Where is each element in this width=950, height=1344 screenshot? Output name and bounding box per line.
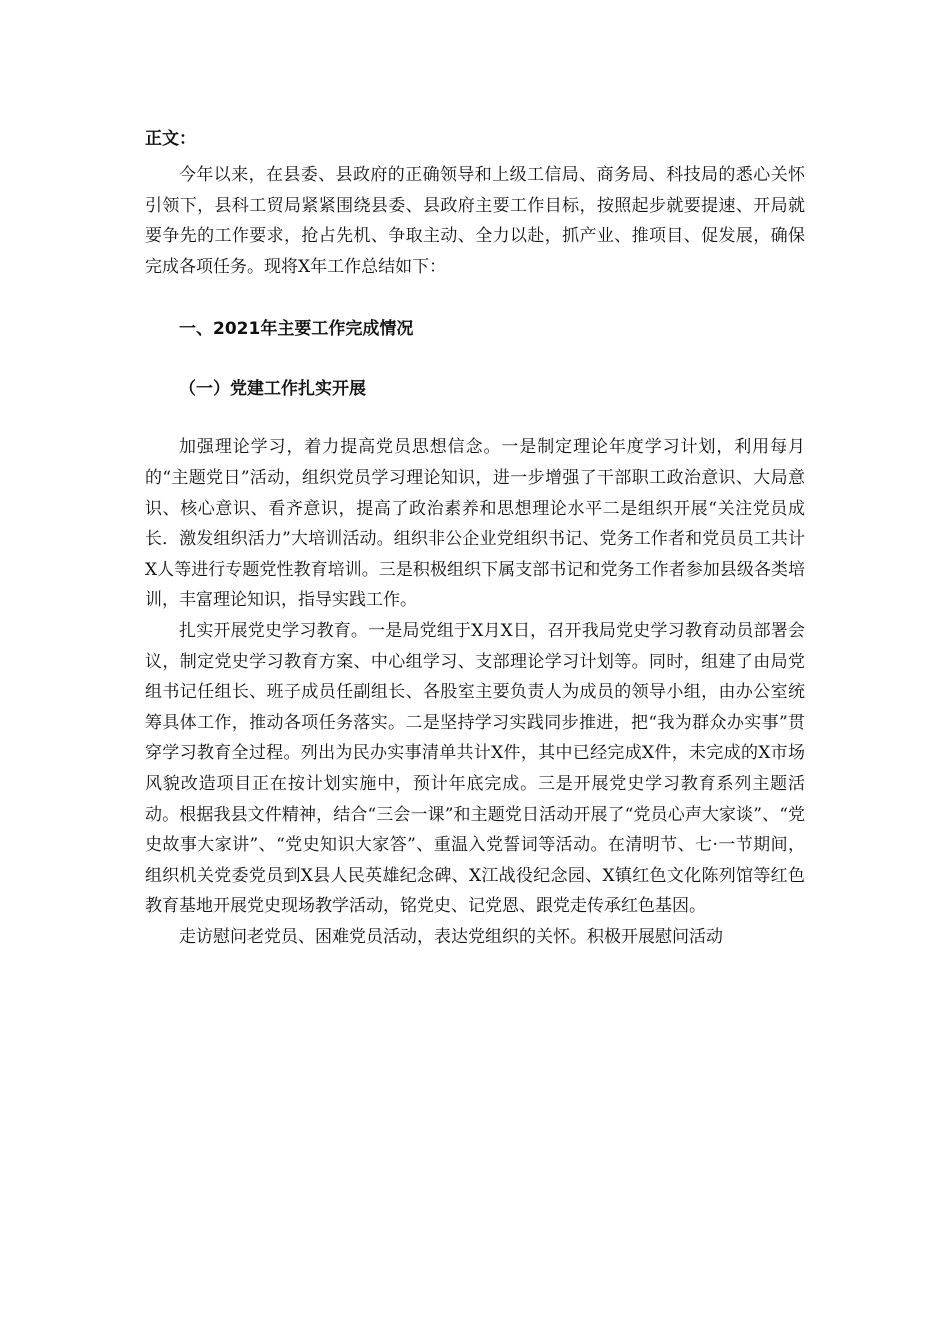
paragraph-party-history: 扎实开展党史学习教育。一是局党组于X月X日，召开我局党史学习教育动员部署会议，制定党史学习教育方案、中心组学习、支部理论学习计划等。同时，组建了由局党组书记任组长、班子成员任副组长、各股室主要负责人为成员的领导小组，由办公室统筹具体工作，推动各项任务落实。二是坚持学习实践同步推进，把“我为群众办实事”贯穿学习教育全过程。列出为民办实事清单共计X件，其中已经完成X件，未完成的X市场风貌改造项目正在按计划实施中，预计年底完成。三是开展党史学习教育系列主题活动。根据我县文件精神，结合“三会一课”和主题党日活动开展了“党员心声大家谈”、“党史故事大家讲”、“党史知识大家答”、重温入党誓词等活动。在清明节、七·一节期间，组织机关党委党员到X县人民英雄纪念碑、X江战役纪念园、X镇红色文化陈列馆等红色教育基地开展党史现场教学活动，铭党史、记党恩、跟党走传承红色基因。 [145, 620, 805, 917]
section-heading: 一、2021年主要工作完成情况 [179, 319, 414, 340]
paragraph-visits: 走访慰问老党员、困难党员活动，表达党组织的关怀。积极开展慰问活动 [179, 926, 723, 947]
document-body [145, 126, 805, 952]
intro-paragraph: 今年以来，在县委、县政府的正确领导和上级工信局、商务局、科技局的悉心关怀引领下，县科工贸局紧紧围绕县委、县政府主要工作目标，按照起步就要提速、开局就要争先的工作要求，抢占先机、争取主动、全力以赴，抓产业、推项目、促发展，确保完成各项任务。现将X年工作总结如下： [145, 165, 805, 277]
subsection-heading: （一）党建工作扎实开展 [179, 379, 366, 400]
paragraph-theory-study: 加强理论学习，着力提高党员思想信念。一是制定理论年度学习计划，利用每月的“主题党日”活动，组织党员学习理论知识，进一步增强了干部职工政治意识、大局意识、核心意识、看齐意识，提高了政治素养和思想理论水平二是组织开展“关注党员成长．激发组织活力”大培训活动。组织非公企业党组织书记、党务工作者和党员员工共计X人等进行专题党性教育培训。三是积极组织下属支部书记和党务工作者参加县级各类培训，丰富理论知识，指导实践工作。 [145, 437, 805, 611]
body-label: 正文： [145, 129, 196, 149]
